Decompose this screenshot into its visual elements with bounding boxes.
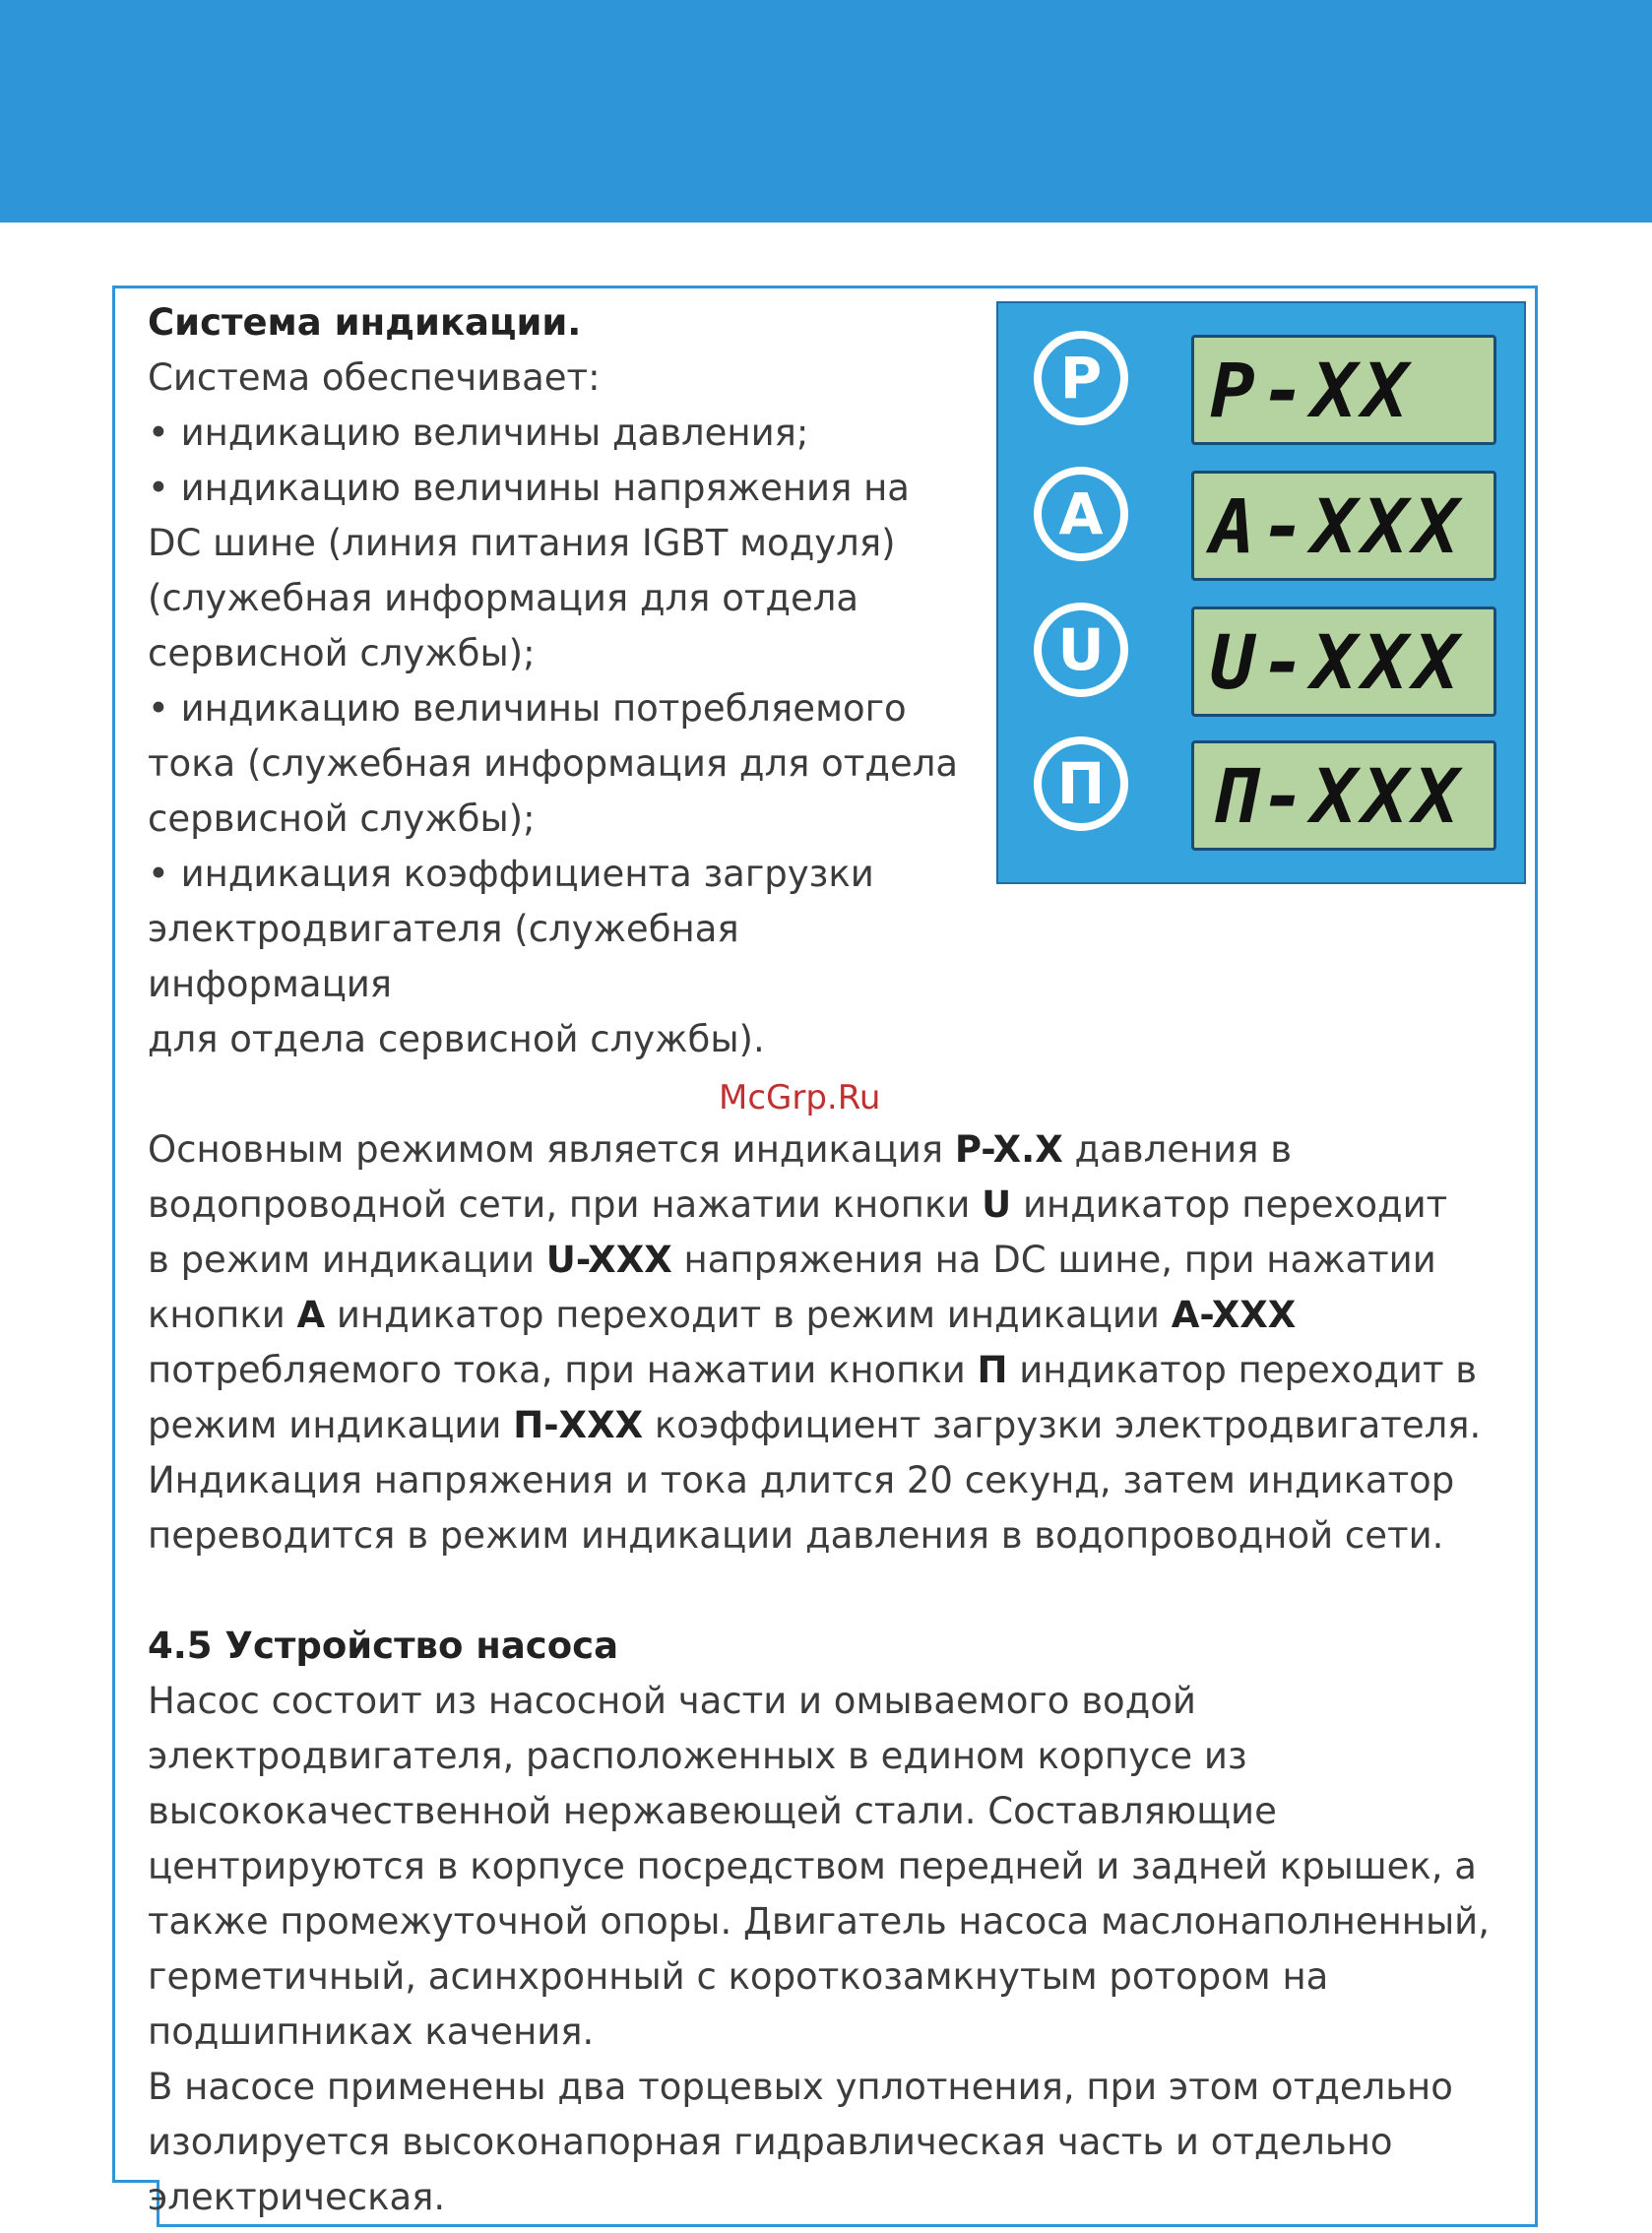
text: давления в [1062,1128,1293,1171]
text: Основным режимом является индикация [148,1128,955,1171]
modes-line [148,1288,1496,1343]
lcd-text: A-XXX [1210,481,1465,570]
modes-line [148,1343,1496,1398]
text: в режим индикации [148,1239,546,1281]
pressure-button-icon: P [1034,331,1128,425]
modes-line [148,1122,1496,1178]
voltage-button-icon: U [1034,603,1128,697]
pump-heading: 4.5 Устройство насоса [148,1625,619,1667]
pump-line: электродвигателя, расположенных в едином корпусе из [148,1735,1247,1777]
modes-line [148,1233,1496,1288]
text: напряжения на DC шине, при нажатии [671,1239,1436,1281]
pump-line: также промежуточной опоры. Двигатель насоса маслонаполненный, [148,1900,1490,1943]
modes-line [148,1178,1496,1233]
modes-line: Индикация напряжения и тока длится 20 секунд, затем индикатор [148,1459,1455,1501]
text: потребляемого тока, при нажатии кнопки [148,1349,978,1391]
text: коэффициент загрузки электродвигателя. [643,1404,1482,1446]
mode-code: A-XXX [1171,1294,1297,1336]
main-text [148,295,1496,2225]
indication-line: сервисной службы); [148,632,536,674]
indication-line: сервисной службы); [148,798,536,840]
indication-heading: Система индикации. [148,301,582,344]
button-code: A [296,1294,326,1336]
indication-line: Система обеспечивает: [148,356,601,399]
spacer [148,1563,1496,1619]
indication-line: • индикацию величины давления; [148,412,809,454]
pump-line: высококачественной нержавеющей стали. Составляющие [148,1790,1277,1832]
indication-line: • индикация коэффициента загрузки [148,853,874,895]
pump-line: подшипниках качения. [148,2010,595,2053]
modes-section [148,1122,1496,1563]
modes-line [148,1398,1496,1453]
indication-line: тока (служебная информация для отдела [148,742,959,785]
text: режим индикации [148,1404,514,1446]
indication-line: (служебная информация для отдела [148,577,859,619]
pump-line: центрируются в корпусе посредством передней и задней крышек, а [148,1845,1477,1887]
header-band [0,0,1652,223]
indication-section [148,295,965,1067]
indication-line: DC шине (линия питания IGBT модуля) [148,522,896,564]
mode-code: P-X.X [954,1128,1063,1171]
text: водопроводной сети, при нажатии кнопки [148,1183,983,1226]
indication-line: • индикацию величины потребляемого [148,687,907,730]
indication-line: для отдела сервисной службы). [148,1018,765,1060]
watermark: McGrp.Ru [719,1078,881,1117]
button-code: П [977,1349,1008,1391]
pump-line: В насосе применены два торцевых уплотнения, при этом отдельно [148,2066,1453,2108]
pump-line: изолируется высоконапорная гидравлическая часть и отдельно [148,2121,1393,2163]
modes-line: переводится в режим индикации давления в водопроводной сети. [148,1514,1444,1557]
current-button-icon: A [1034,467,1128,561]
indication-line: электродвигателя (служебная информация [148,908,739,1005]
text: кнопки [148,1294,297,1336]
pump-line: Насос состоит из насосной части и омываемого водой [148,1680,1196,1722]
pump-line: герметичный, асинхронный с короткозамкнутым ротором на [148,1955,1329,1998]
indication-line: • индикацию величины напряжения на [148,467,910,509]
text: индикатор переходит в [1007,1349,1478,1391]
pump-line: электрическая. [148,2176,446,2218]
lcd-text: П-XXX [1210,751,1465,840]
button-code: U [982,1183,1012,1226]
text: индикатор переходит [1011,1183,1448,1226]
text: индикатор переходит в режим индикации [325,1294,1172,1336]
lcd-text: U-XXX [1210,617,1465,706]
lcd-text: P-XX [1210,346,1415,434]
pump-section [148,1619,1496,2225]
mode-code: П-XXX [513,1404,644,1446]
mode-code: U-XXX [545,1239,672,1281]
load-button-icon: П [1034,736,1128,831]
